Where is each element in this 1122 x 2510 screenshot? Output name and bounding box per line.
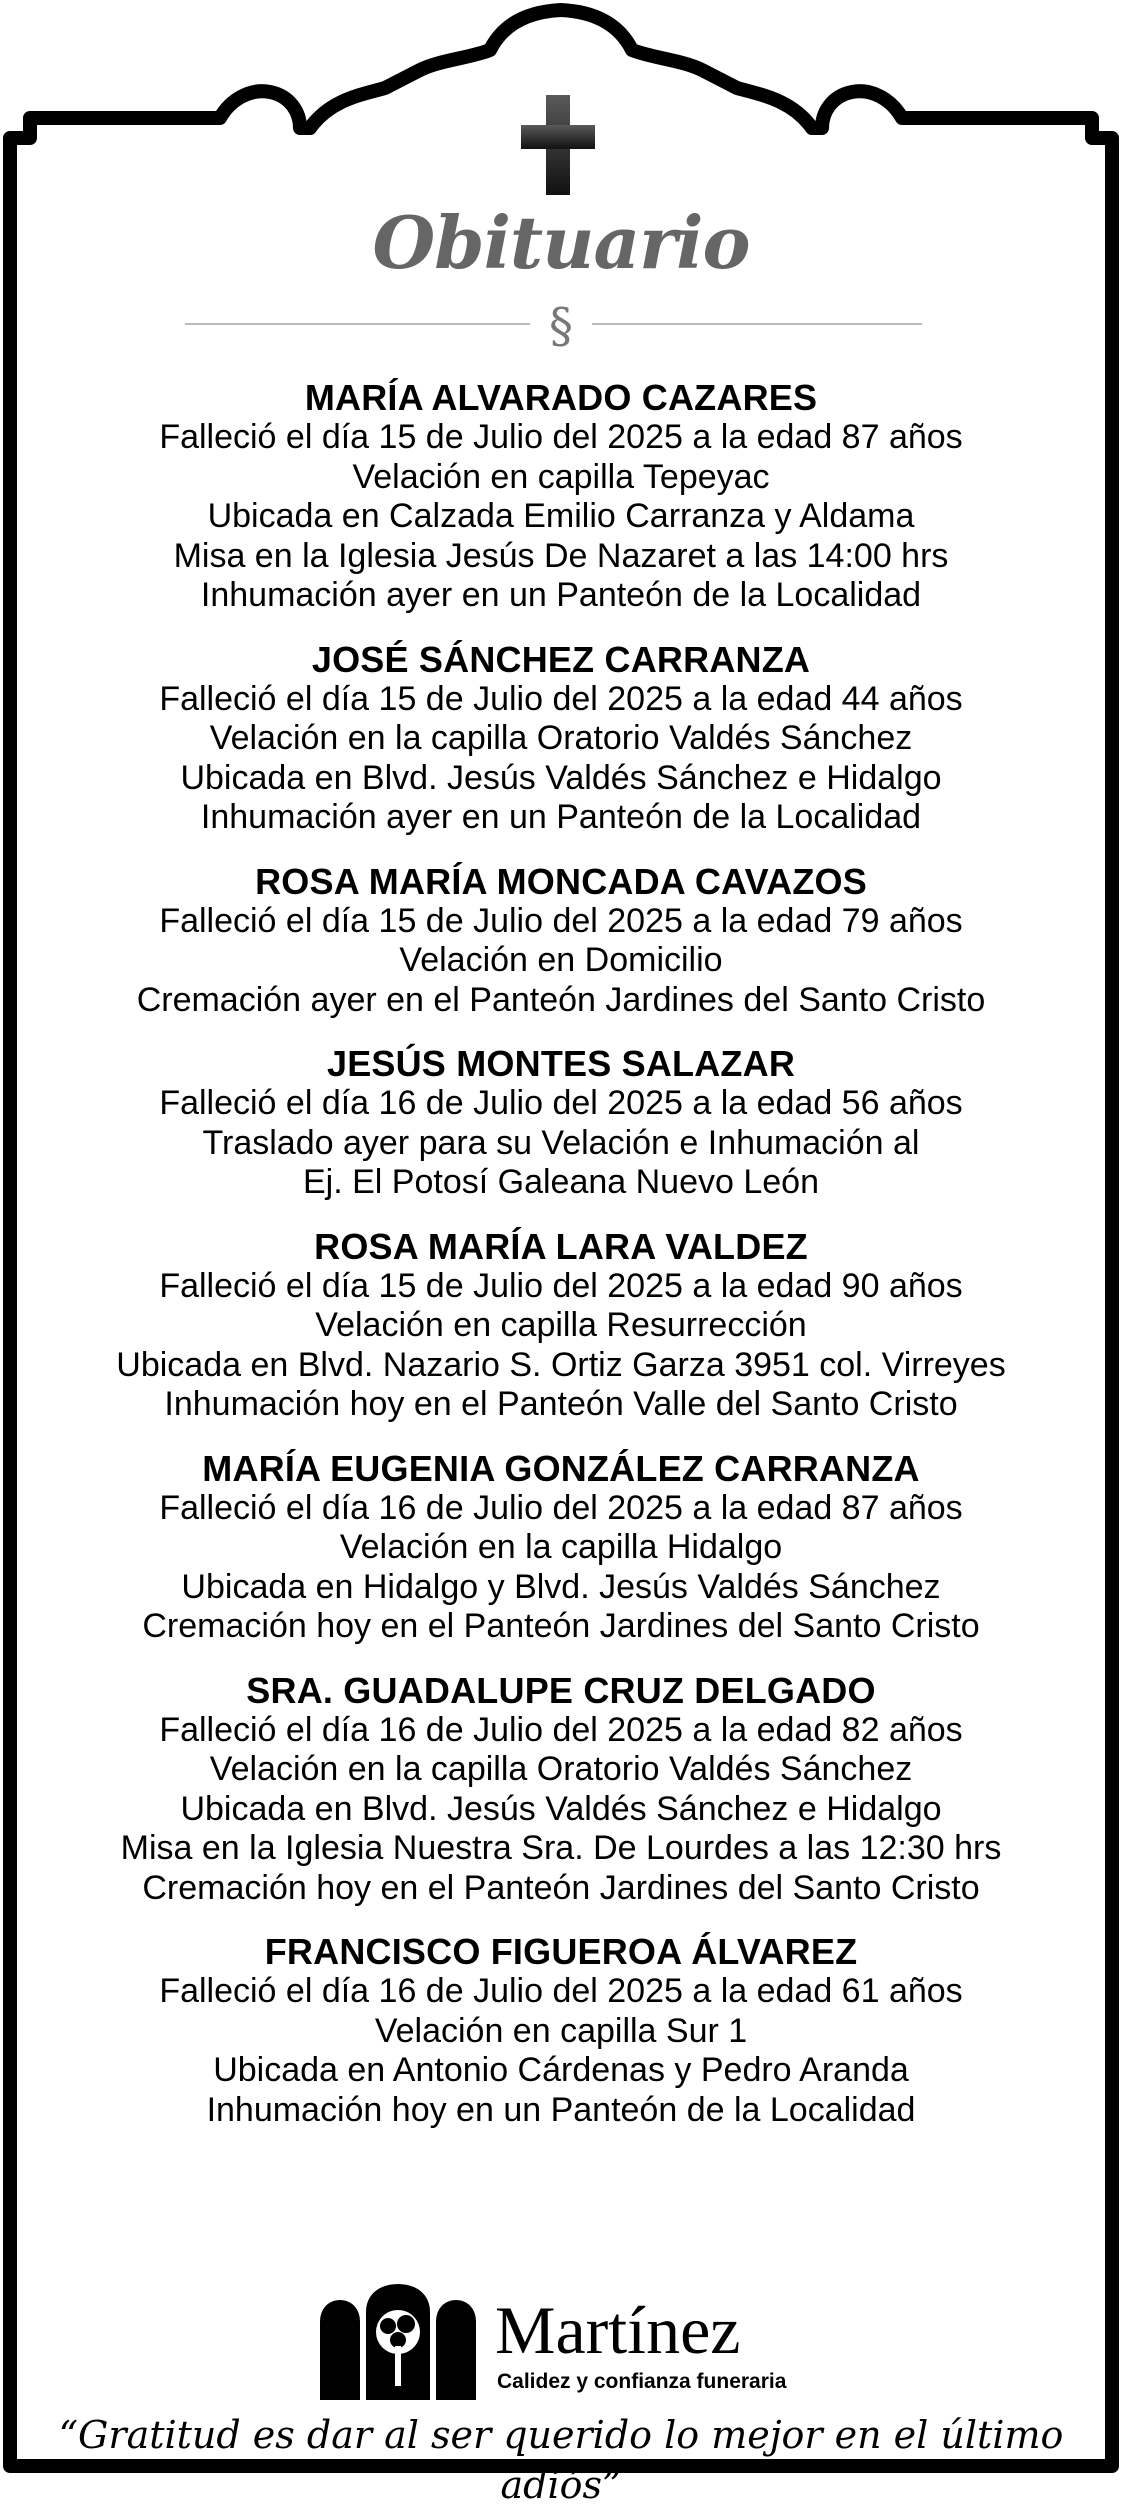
obituary-entry — [60, 1449, 1062, 1647]
flourish-icon: § — [549, 298, 573, 354]
obituary-detail-line: Falleció el día 16 de Julio del 2025 a la edad 87 años — [159, 1488, 963, 1527]
obituary-detail-line: Velación en la capilla Oratorio Valdés Sánchez — [209, 1750, 913, 1788]
obituary-detail-line: Falleció el día 16 de Julio del 2025 a la edad 56 años — [159, 1084, 963, 1122]
obituary-detail-line: Falleció el día 15 de Julio del 2025 a la edad 79 años — [159, 901, 963, 940]
obituary-detail-line: Cremación hoy en el Panteón Jardines del Santo Cristo — [142, 1607, 980, 1645]
obituary-detail-line: Velación en capilla Tepeyac — [352, 457, 770, 496]
obituary-detail-line: Velación en la capilla Hidalgo — [339, 1528, 783, 1566]
obituary-detail-line: Velación en Domicilio — [399, 941, 723, 979]
deceased-name: ROSA MARÍA MONCADA CAVAZOS — [255, 860, 867, 902]
obituary-detail-line: Misa en la Iglesia Nuestra Sra. De Lourdes a las 12:30 hrs — [120, 1829, 1002, 1867]
obituary-detail-line: Ubicada en Calzada Emilio Carranza y Aldama — [207, 497, 915, 535]
deceased-name: FRANCISCO FIGUEROA ÁLVAREZ — [264, 1931, 858, 1972]
divider-left — [185, 323, 530, 325]
obituary-detail-line: Ubicada en Blvd. Jesús Valdés Sánchez e Hidalgo — [180, 758, 942, 797]
deceased-name: JOSÉ SÁNCHEZ CARRANZA — [311, 638, 811, 680]
obituary-detail-line: Velación en capilla Resurrección — [315, 1306, 807, 1344]
divider-right — [592, 323, 922, 325]
obituary-detail-line: Ej. El Potosí Galeana Nuevo León — [303, 1163, 819, 1201]
closing-quote: “Gratitud es dar al ser querido lo mejor en el último adiós” — [58, 2413, 1064, 2507]
header — [0, 0, 1122, 360]
deceased-name: SRA. GUADALUPE CRUZ DELGADO — [246, 1669, 876, 1711]
brand-name: Martínez — [495, 2292, 741, 2368]
deceased-name: JESÚS MONTES SALAZAR — [326, 1043, 796, 1084]
obituary-detail-line: Cremación hoy en el Panteón Jardines del Santo Cristo — [142, 1868, 980, 1907]
obituary-detail-line: Falleció el día 16 de Julio del 2025 a la edad 82 años — [159, 1710, 963, 1749]
obituary-detail-line: Falleció el día 15 de Julio del 2025 a la edad 90 años — [159, 1266, 963, 1305]
obituary-entry — [60, 640, 1062, 838]
obituary-detail-line: Falleció el día 16 de Julio del 2025 a la edad 61 años — [159, 1972, 963, 2010]
obituary-entry — [60, 1044, 1062, 1203]
obituary-detail-line: Cremación ayer en el Panteón Jardines del Santo Cristo — [136, 980, 986, 1019]
brand-tagline: Calidez y confianza funeraria — [497, 2370, 787, 2393]
obituary-detail-line: Traslado ayer para su Velación e Inhumación al — [202, 1123, 920, 1162]
page-title: Obituario — [372, 200, 750, 285]
deceased-name: ROSA MARÍA LARA VALDEZ — [314, 1225, 808, 1267]
chapel-logo-icon — [318, 2282, 478, 2402]
obituary-detail-line: Ubicada en Blvd. Nazario S. Ortiz Garza 3951 col. Virreyes — [116, 1345, 1006, 1384]
obituary-detail-line: Inhumación hoy en el Panteón Valle del Santo Cristo — [164, 1385, 958, 1423]
obituary-detail-line: Falleció el día 15 de Julio del 2025 a la edad 44 años — [159, 679, 963, 718]
obituary-detail-line: Velación en la capilla Oratorio Valdés Sánchez — [209, 719, 913, 757]
obituary-detail-line: Ubicada en Hidalgo y Blvd. Jesús Valdés Sánchez — [181, 1567, 941, 1606]
obituary-entry — [60, 1227, 1062, 1425]
obituary-detail-line: Inhumación hoy en un Panteón de la Localidad — [206, 2090, 916, 2129]
obituary-detail-line: Ubicada en Antonio Cárdenas y Pedro Aranda — [213, 2051, 909, 2089]
obituary-detail-line: Inhumación ayer en un Panteón de la Localidad — [200, 576, 922, 614]
obituary-entry — [60, 1671, 1062, 1909]
obituary-detail-line: Ubicada en Blvd. Jesús Valdés Sánchez e Hidalgo — [180, 1789, 942, 1828]
obituary-entry — [60, 1932, 1062, 2130]
obituary-detail-line: Velación en capilla Sur 1 — [374, 2011, 748, 2050]
deceased-name: MARÍA EUGENIA GONZÁLEZ CARRANZA — [202, 1447, 920, 1489]
obituary-entry — [60, 862, 1062, 1021]
obituary-detail-line: Misa en la Iglesia Jesús De Nazaret a las 14:00 hrs — [173, 536, 949, 575]
obituary-list — [60, 378, 1062, 2154]
footer — [0, 2270, 1122, 2507]
obituary-detail-line: Inhumación ayer en un Panteón de la Localidad — [200, 798, 922, 836]
obituary-entry — [60, 378, 1062, 616]
obituary-detail-line: Falleció el día 15 de Julio del 2025 a la edad 87 años — [159, 418, 963, 456]
deceased-name: MARÍA ALVARADO CAZARES — [304, 377, 818, 418]
cross-icon — [521, 95, 595, 195]
